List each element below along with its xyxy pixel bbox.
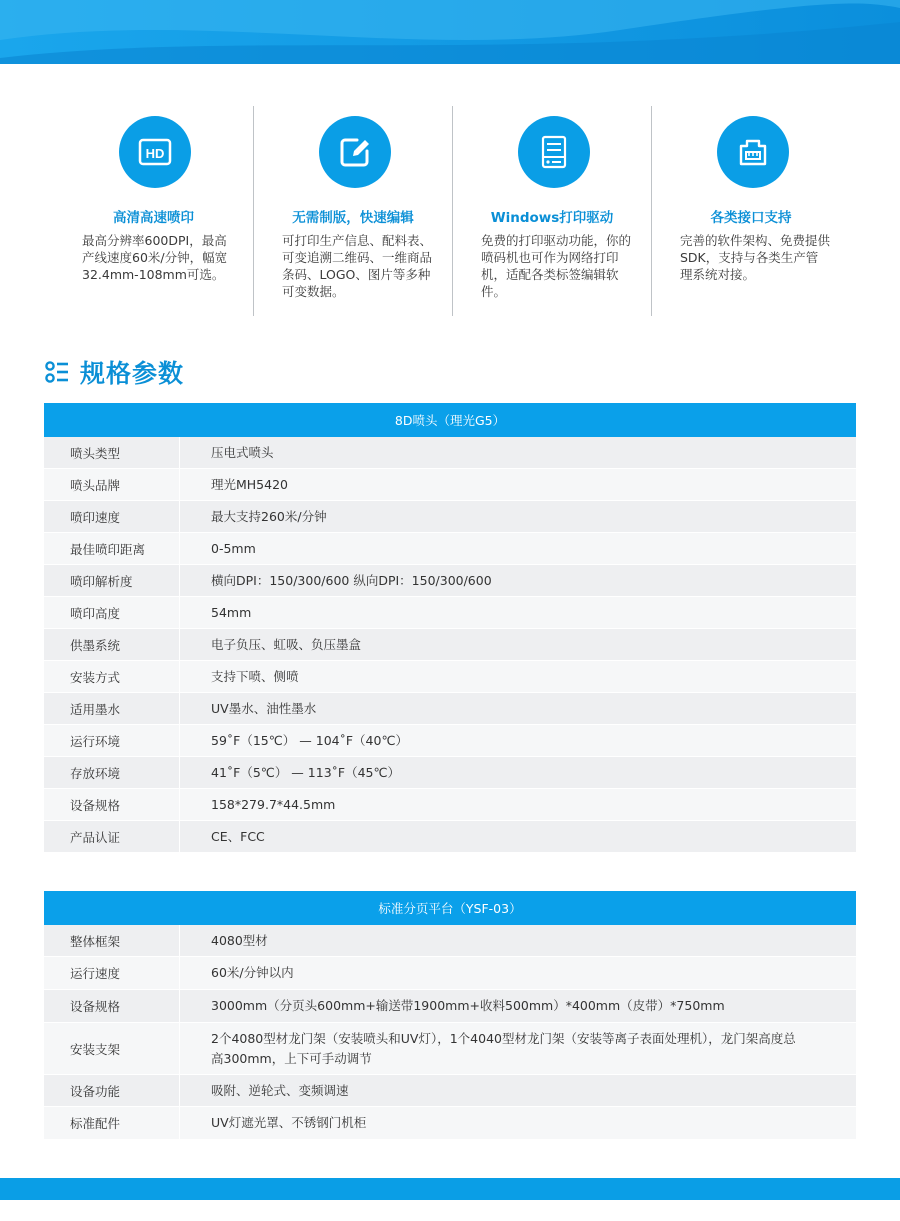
feature-item-interface <box>651 106 850 316</box>
hd-icon <box>135 132 175 172</box>
spec-table-platform <box>44 891 856 1140</box>
spec-value: UV灯遮光罩、不锈钢门机柜 <box>211 1115 367 1130</box>
network-port-icon <box>733 132 773 172</box>
table-header: 8D喷头（理光G5） <box>44 403 856 437</box>
table-row <box>44 925 856 957</box>
spec-label: 喷印解析度 <box>44 565 180 596</box>
feature-icon-badge <box>319 116 391 188</box>
feature-icon-badge <box>717 116 789 188</box>
table-row <box>44 957 856 990</box>
spec-label: 存放环境 <box>44 757 180 788</box>
spec-label: 供墨系统 <box>44 629 180 660</box>
spec-value: 4080型材 <box>211 932 268 948</box>
table-row <box>44 629 856 661</box>
table-row <box>44 789 856 821</box>
spec-label: 运行速度 <box>44 957 180 989</box>
bottom-banner <box>0 1178 900 1200</box>
section-heading <box>44 355 184 389</box>
spec-value: 3000mm（分页头600mm+输送带1900mm+收料500mm）*400mm（皮带）*750mm <box>211 998 725 1013</box>
spec-value: 最大支持260米/分钟 <box>211 508 327 524</box>
table-header: 标准分页平台（YSF-03） <box>44 891 856 925</box>
spec-label: 喷印速度 <box>44 501 180 532</box>
feature-title: 各类接口支持 <box>710 210 792 226</box>
spec-value: 54mm <box>211 604 252 620</box>
spec-label: 安装方式 <box>44 661 180 692</box>
table-row <box>44 757 856 789</box>
table-row <box>44 725 856 757</box>
server-icon <box>534 132 574 172</box>
feature-desc: 免费的打印驱动功能，你的喷码机也可作为网络打印机，适配各类标签编辑软件。 <box>481 233 632 299</box>
feature-item-edit <box>253 106 452 316</box>
spec-label: 标准配件 <box>44 1107 180 1139</box>
spec-label: 适用墨水 <box>44 693 180 724</box>
section-title: 规格参数 <box>80 359 185 388</box>
feature-list <box>54 106 850 316</box>
spec-label: 喷印高度 <box>44 597 180 628</box>
spec-label: 安装支架 <box>44 1023 180 1074</box>
list-icon <box>44 359 70 385</box>
feature-icon-badge <box>518 116 590 188</box>
spec-value: 吸附、逆轮式、变频调速 <box>211 1082 349 1098</box>
feature-title: 无需制版，快速编辑 <box>292 210 414 226</box>
spec-label: 最佳喷印距离 <box>44 533 180 564</box>
feature-item-hd <box>54 106 253 316</box>
spec-label: 设备规格 <box>44 990 180 1022</box>
table-row <box>44 693 856 725</box>
table-row <box>44 1075 856 1107</box>
table-row <box>44 1023 856 1075</box>
feature-title: Windows打印驱动 <box>490 210 614 226</box>
table-row <box>44 437 856 469</box>
spec-value: 理光MH5420 <box>211 476 288 492</box>
table-row <box>44 565 856 597</box>
banner-graphic <box>0 0 900 64</box>
edit-icon <box>335 132 375 172</box>
spec-table-printhead <box>44 403 856 853</box>
spec-label: 设备功能 <box>44 1075 180 1106</box>
spec-value: 支持下喷、侧喷 <box>211 668 299 684</box>
table-row <box>44 501 856 533</box>
spec-value: 158*279.7*44.5mm <box>211 796 336 812</box>
spec-value: UV墨水、油性墨水 <box>211 700 317 716</box>
spec-label: 喷头品牌 <box>44 469 180 500</box>
top-banner <box>0 0 900 64</box>
spec-label: 运行环境 <box>44 725 180 756</box>
spec-value: 0-5mm <box>211 540 256 556</box>
spec-value: 电子负压、虹吸、负压墨盒 <box>211 636 362 652</box>
table-row <box>44 990 856 1023</box>
feature-item-driver <box>452 106 651 316</box>
spec-value: 41˚F（5℃） — 113˚F（45℃） <box>211 764 401 780</box>
feature-title: 高清高速喷印 <box>113 210 194 226</box>
spec-value: CE、FCC <box>211 828 265 844</box>
table-row <box>44 469 856 501</box>
feature-desc: 最高分辨率600DPI，最高产线速度60米/分钟，幅宽32.4mm-108mm可选。 <box>82 233 228 282</box>
spec-value: 2个4080型材龙门架（安装喷头和UV灯），1个4040型材龙门架（安装等离子表面处理机），龙门架高度总高300mm，上下可手动调节 <box>211 1030 796 1066</box>
spec-value: 横向DPI：150/300/600 纵向DPI：150/300/600 <box>211 572 492 588</box>
table-row <box>44 597 856 629</box>
spec-label: 产品认证 <box>44 821 180 852</box>
spec-value: 60米/分钟以内 <box>211 965 294 980</box>
table-row <box>44 661 856 693</box>
table-row <box>44 533 856 565</box>
feature-desc: 可打印生产信息、配料表、可变追溯二维码、一维商品条码、LOGO、图片等多种可变数据。 <box>282 233 433 299</box>
svg-text:HD: HD <box>145 146 165 161</box>
spec-label: 喷头类型 <box>44 437 180 468</box>
table-row <box>44 821 856 853</box>
table-row <box>44 1107 856 1140</box>
feature-desc: 完善的软件架构、免费提供SDK，支持与各类生产管理系统对接。 <box>680 233 831 282</box>
feature-icon-badge <box>119 116 191 188</box>
spec-label: 设备规格 <box>44 789 180 820</box>
spec-value: 压电式喷头 <box>211 444 274 460</box>
spec-value: 59˚F（15℃） — 104˚F（40℃） <box>211 732 408 748</box>
spec-label: 整体框架 <box>44 925 180 956</box>
